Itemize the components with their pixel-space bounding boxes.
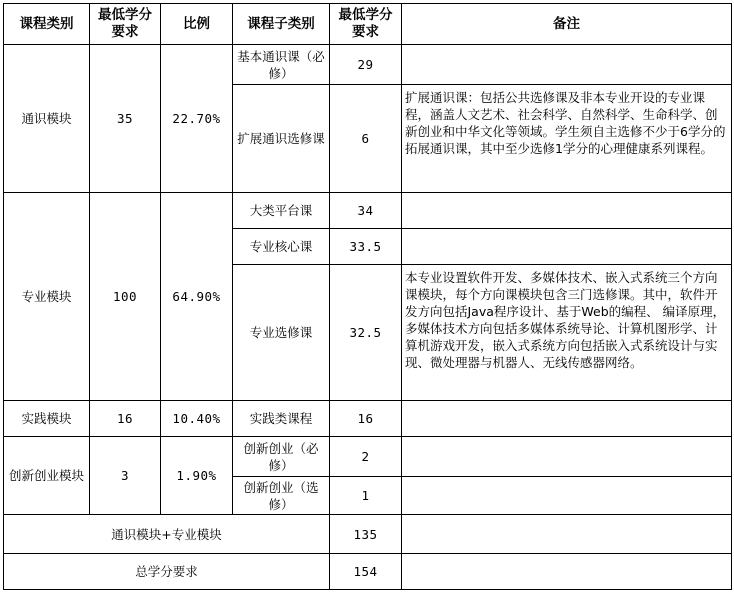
subcategory-credits: 2 <box>330 437 402 477</box>
general-module-credits: 35 <box>90 45 161 193</box>
table-row <box>4 401 732 437</box>
subcategory-name: 创新创业（必修） <box>233 437 330 477</box>
subcategory-note: 本专业设置软件开发、多媒体技术、嵌入式系统三个方向课模块，每个方向课模块包含三门选修课。其中，软件开发方向包括Java程序设计、基于Web的编程、 编译原理，多媒体技术方向包括多媒体系统导论、计算机图形学、计算机游戏开发，嵌入式系统方向包括嵌入式系统设计与实现、微处理器与机器人、无线传感器网络。 <box>402 265 732 401</box>
header-min-credits: 最低学分要求 <box>90 4 161 45</box>
subcategory-note <box>402 437 732 477</box>
major-module-name: 专业模块 <box>4 193 90 401</box>
practice-module-ratio: 10.40% <box>161 401 233 437</box>
subcategory-note: 扩展通识课：包括公共选修课及非本专业开设的专业课程，涵盖人文艺术、社会科学、自然科学、生命科学、创新创业和中华文化等领域。学生须自主选修不少于6学分的拓展通识课，其中至少选修1学分的心理健康系列课程。 <box>402 85 732 193</box>
table-row <box>4 45 732 85</box>
innovation-module-name: 创新创业模块 <box>4 437 90 515</box>
total-note <box>402 554 732 590</box>
subcategory-name: 扩展通识选修课 <box>233 85 330 193</box>
subtotal-label: 通识模块+专业模块 <box>4 515 330 554</box>
subtotal-value: 135 <box>330 515 402 554</box>
subcategory-credits: 16 <box>330 401 402 437</box>
subcategory-name: 实践类课程 <box>233 401 330 437</box>
subcategory-credits: 29 <box>330 45 402 85</box>
subcategory-credits: 33.5 <box>330 229 402 265</box>
major-module-credits: 100 <box>90 193 161 401</box>
subcategory-name: 专业核心课 <box>233 229 330 265</box>
general-module-name: 通识模块 <box>4 45 90 193</box>
header-remarks: 备注 <box>402 4 732 45</box>
subcategory-name: 基本通识课（必修） <box>233 45 330 85</box>
header-row <box>4 4 732 45</box>
total-label: 总学分要求 <box>4 554 330 590</box>
subtotal-row <box>4 515 732 554</box>
innovation-module-credits: 3 <box>90 437 161 515</box>
innovation-module-ratio: 1.90% <box>161 437 233 515</box>
subcategory-note <box>402 401 732 437</box>
subcategory-name: 大类平台课 <box>233 193 330 229</box>
total-row <box>4 554 732 590</box>
header-category: 课程类别 <box>4 4 90 45</box>
credit-requirements-table <box>3 3 732 590</box>
subcategory-credits: 6 <box>330 85 402 193</box>
header-ratio: 比例 <box>161 4 233 45</box>
practice-module-credits: 16 <box>90 401 161 437</box>
subtotal-note <box>402 515 732 554</box>
subcategory-credits: 32.5 <box>330 265 402 401</box>
total-value: 154 <box>330 554 402 590</box>
table-row <box>4 437 732 477</box>
subcategory-note <box>402 477 732 515</box>
subcategory-credits: 34 <box>330 193 402 229</box>
subcategory-note <box>402 193 732 229</box>
subcategory-name: 创新创业（选修） <box>233 477 330 515</box>
header-subcategory: 课程子类别 <box>233 4 330 45</box>
major-module-ratio: 64.90% <box>161 193 233 401</box>
header-sub-min-credits: 最低学分要求 <box>330 4 402 45</box>
subcategory-note <box>402 229 732 265</box>
general-module-ratio: 22.70% <box>161 45 233 193</box>
practice-module-name: 实践模块 <box>4 401 90 437</box>
subcategory-name: 专业选修课 <box>233 265 330 401</box>
table-row <box>4 193 732 229</box>
subcategory-credits: 1 <box>330 477 402 515</box>
subcategory-note <box>402 45 732 85</box>
